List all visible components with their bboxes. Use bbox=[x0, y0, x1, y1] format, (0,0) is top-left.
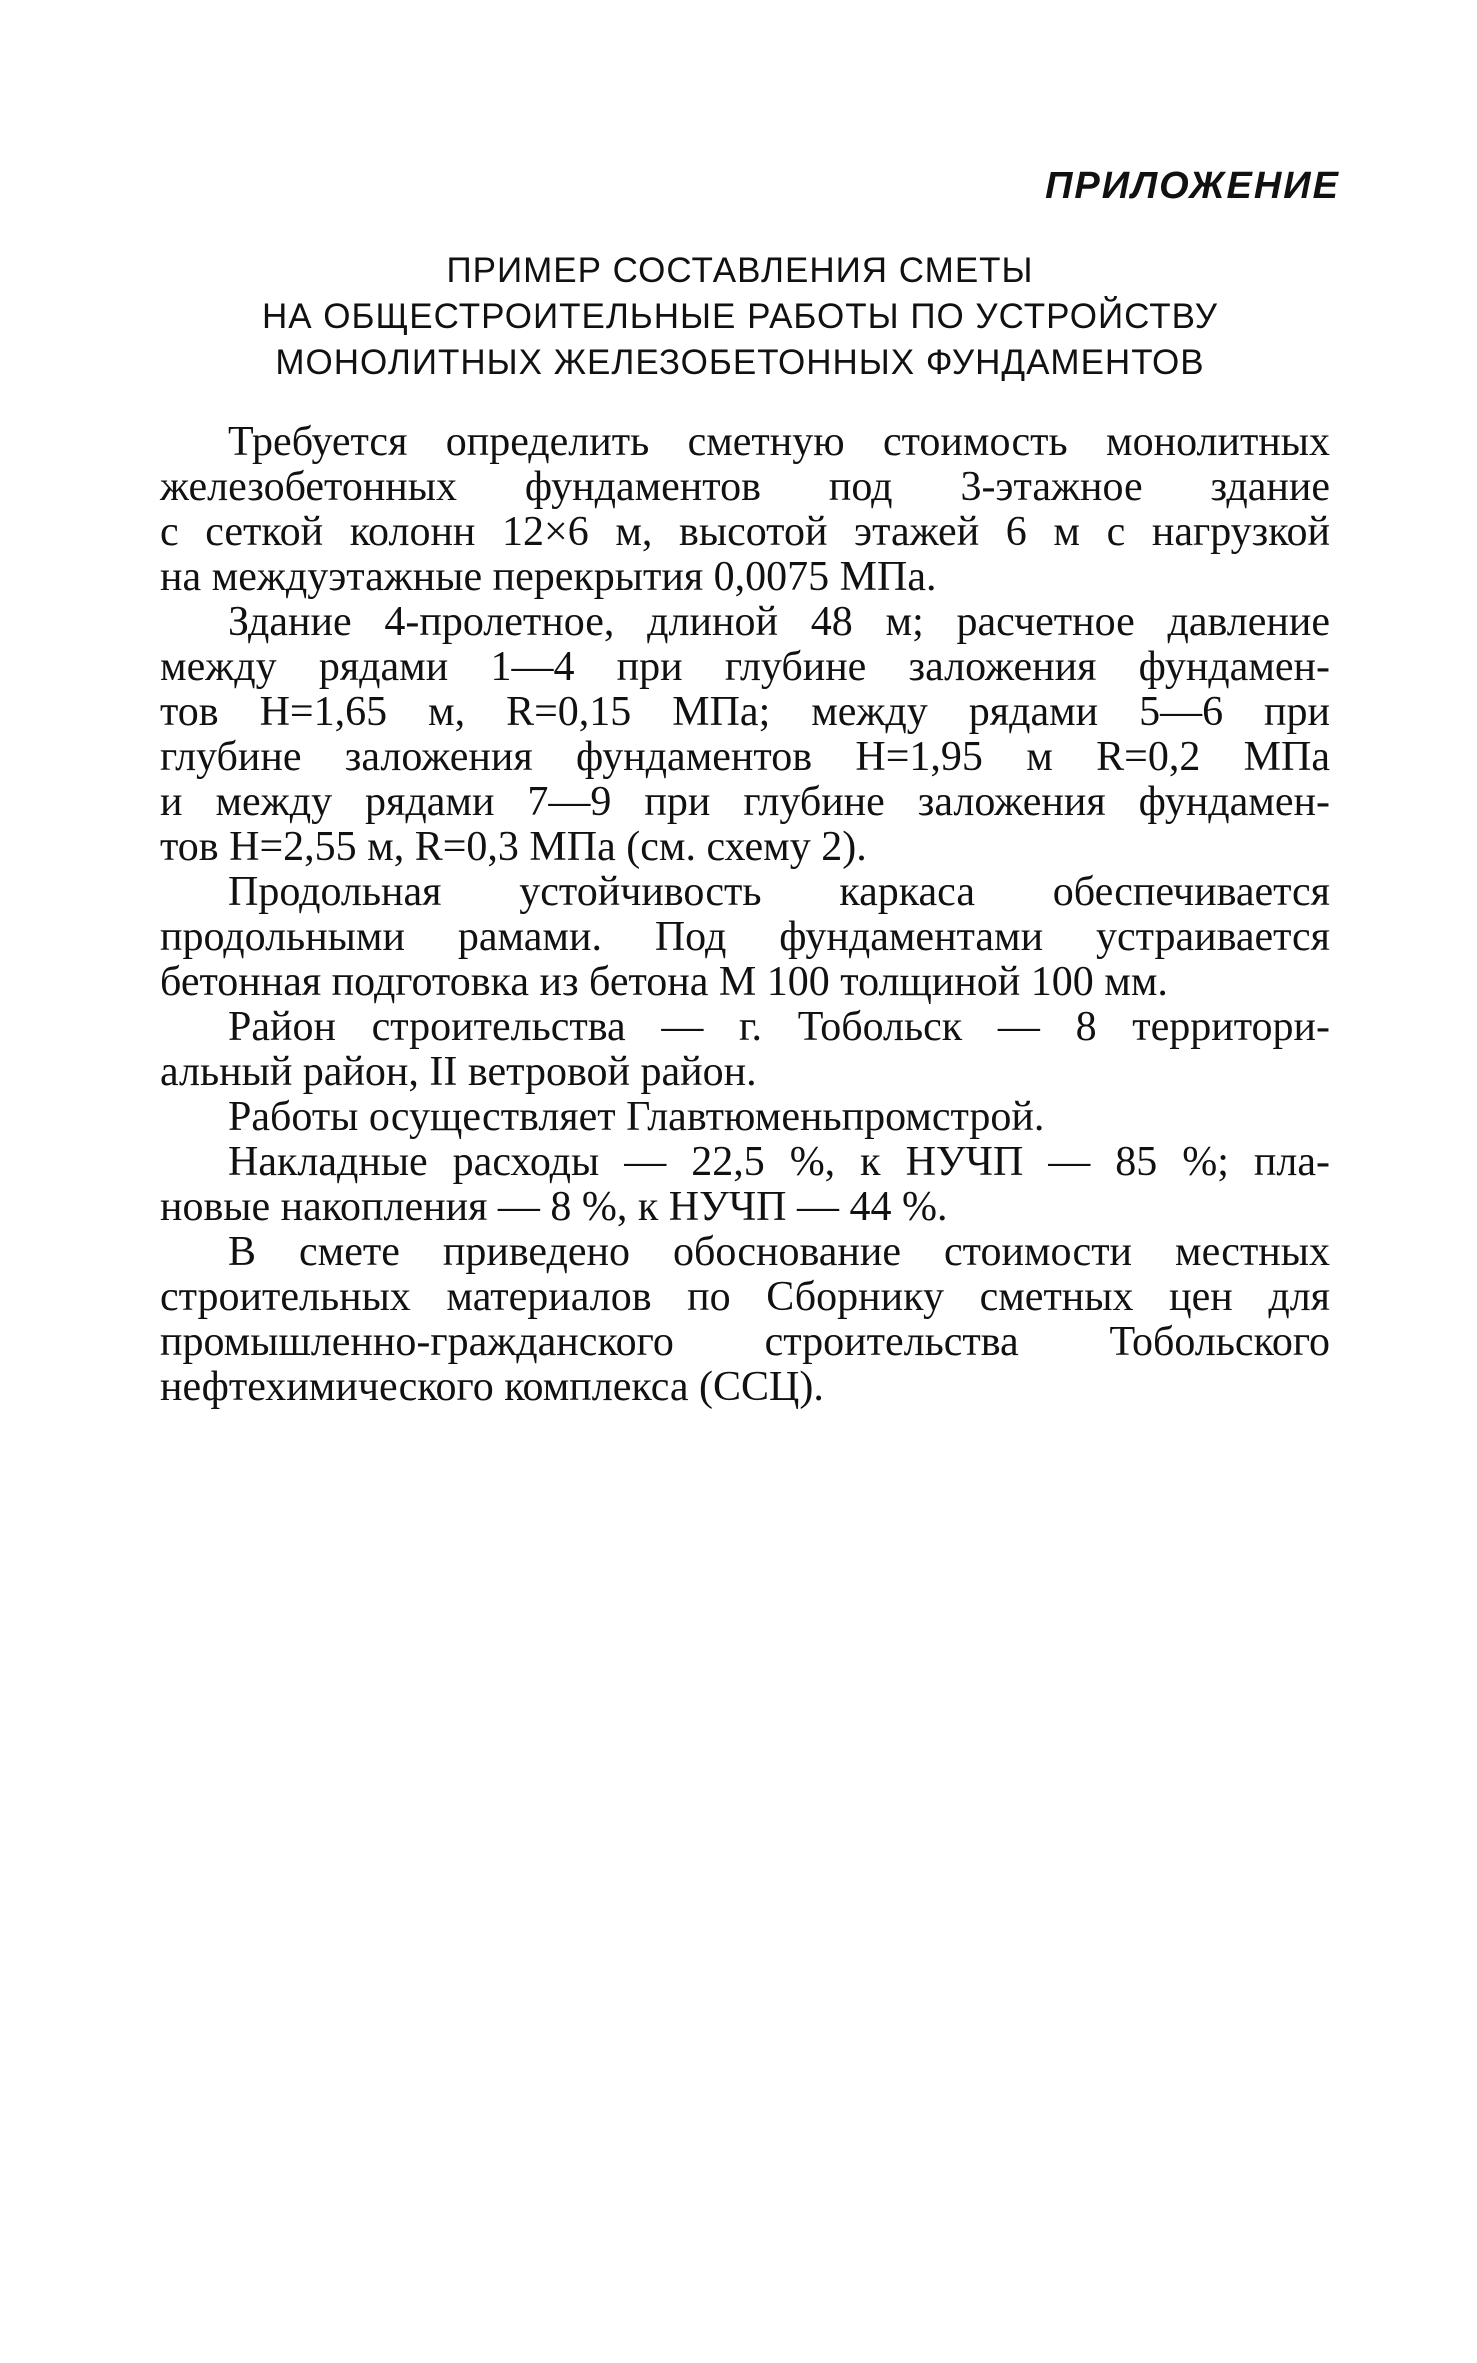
paragraph-line: Работы осуществляет Главтюменьпромстрой. bbox=[228, 1094, 1045, 1140]
paragraph-line: Продольная устойчивость каркаса обеспечивается bbox=[228, 869, 1330, 915]
paragraph bbox=[160, 870, 1330, 1005]
paragraph-line: и между рядами 7—9 при глубине заложения фундамен- bbox=[160, 779, 1330, 825]
paragraph-line: с сеткой колонн 12×6 м, высотой этажей 6 м с нагрузкой bbox=[160, 509, 1330, 555]
paragraph-line: бетонная подготовка из бетона М 100 толщиной 100 мм. bbox=[160, 959, 1168, 1005]
paragraph-line: Накладные расходы — 22,5 %, к НУЧП — 85 %; пла- bbox=[228, 1139, 1330, 1185]
paragraph-line: нефтехимического комплекса (ССЦ). bbox=[160, 1364, 824, 1410]
paragraph-line: тов H=1,65 м, R=0,15 МПа; между рядами 5—6 при bbox=[160, 689, 1330, 735]
paragraph-line: новые накопления — 8 %, к НУЧП — 44 %. bbox=[160, 1184, 948, 1230]
paragraph-line: продольными рамами. Под фундаментами устраивается bbox=[160, 914, 1330, 960]
paragraph-line: промышленно-гражданского строительства Тобольского bbox=[160, 1319, 1330, 1365]
paragraph-line: между рядами 1—4 при глубине заложения фундамен- bbox=[160, 644, 1330, 690]
appendix-label: ПРИЛОЖЕНИЕ bbox=[1045, 165, 1340, 207]
paragraph-line: тов H=2,55 м, R=0,3 МПа (см. схему 2). bbox=[160, 824, 867, 870]
paragraph-line: строительных материалов по Сборнику сметных цен для bbox=[160, 1274, 1330, 1320]
title-line-1: ПРИМЕР СОСТАВЛЕНИЯ СМЕТЫ bbox=[446, 251, 1034, 290]
title-line-2: НА ОБЩЕСТРОИТЕЛЬНЫЕ РАБОТЫ ПО УСТРОЙСТВУ bbox=[261, 297, 1219, 336]
paragraph-line: на междуэтажные перекрытия 0,0075 МПа. bbox=[160, 554, 937, 600]
paragraph-line: альный район, II ветровой район. bbox=[160, 1049, 757, 1095]
paragraph-line: железобетонных фундаментов под 3-этажное здание bbox=[160, 464, 1330, 510]
paragraph bbox=[160, 600, 1330, 870]
paragraph bbox=[160, 1005, 1330, 1095]
paragraph-line: Здание 4-пролетное, длиной 48 м; расчетное давление bbox=[228, 599, 1330, 645]
document-body bbox=[160, 420, 1330, 1410]
paragraph bbox=[160, 1095, 1330, 1140]
document-title bbox=[150, 248, 1330, 386]
paragraph-line: глубине заложения фундаментов H=1,95 м R=0,2 МПа bbox=[160, 734, 1330, 780]
paragraph bbox=[160, 1140, 1330, 1230]
paragraph-line: В смете приведено обоснование стоимости местных bbox=[228, 1229, 1330, 1275]
paragraph-line: Район строительства — г. Тобольск — 8 территори- bbox=[228, 1004, 1330, 1050]
title-line-3: МОНОЛИТНЫХ ЖЕЛЕЗОБЕТОННЫХ ФУНДАМЕНТОВ bbox=[275, 343, 1205, 382]
paragraph-line: Требуется определить сметную стоимость монолитных bbox=[228, 419, 1330, 465]
paragraph bbox=[160, 1230, 1330, 1410]
paragraph bbox=[160, 420, 1330, 600]
